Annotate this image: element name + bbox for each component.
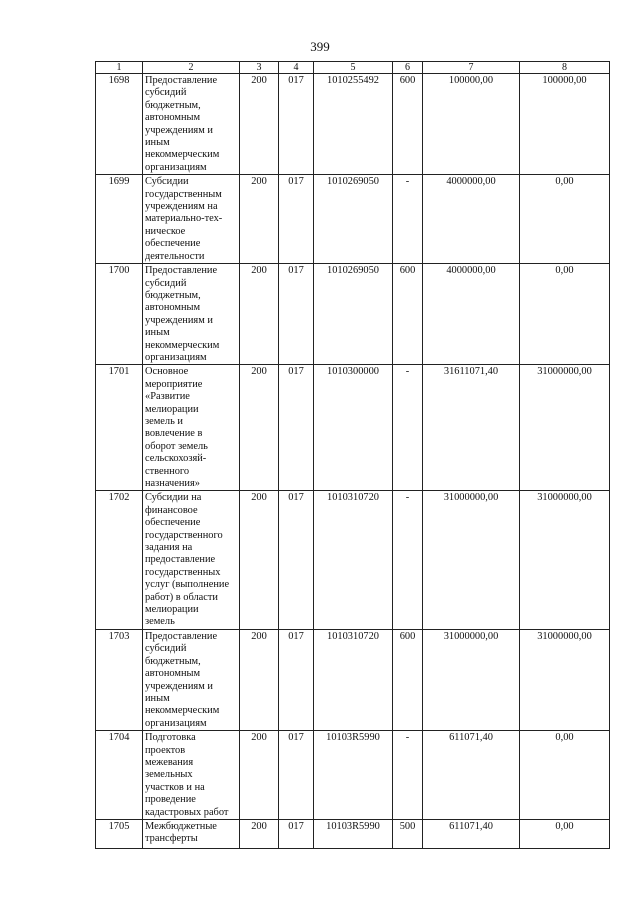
row-name-cell xyxy=(143,629,240,730)
row-name-line: бюджетным, xyxy=(145,99,201,111)
row-name-line: государственных xyxy=(145,566,221,578)
row-name-line: Предоставление xyxy=(145,75,218,86)
table-row xyxy=(96,819,610,848)
row-name-line: кадастровых работ xyxy=(145,806,229,818)
row-name-line: Подготовка xyxy=(145,732,196,744)
row-name-line: земельных xyxy=(145,769,193,781)
row-name-line: мелиорации xyxy=(145,403,199,415)
row-number-cell: 1699 xyxy=(96,175,143,264)
table-row xyxy=(96,731,610,820)
row-name-line: иным xyxy=(145,692,170,704)
row-name-line: субсидий xyxy=(145,277,187,289)
column-header: 1 xyxy=(96,62,143,74)
expense-type-cell: - xyxy=(393,365,423,491)
amount-cell: 4000000,00 xyxy=(423,264,520,365)
row-name-line: организациям xyxy=(145,351,207,363)
target-article-cell: 1010269050 xyxy=(314,175,393,264)
row-name-line: назначения» xyxy=(145,478,200,489)
row-name-line: ническое xyxy=(145,225,186,237)
row-name-line: ственного xyxy=(145,465,190,477)
row-name-line: организациям xyxy=(145,161,207,173)
expense-type-cell: - xyxy=(393,731,423,820)
row-name-cell xyxy=(143,74,240,175)
amount-cell: 31000000,00 xyxy=(520,629,610,730)
row-name-line: учреждениям и xyxy=(145,124,213,136)
amount-cell: 31000000,00 xyxy=(520,491,610,629)
row-name-line: субсидий xyxy=(145,87,187,99)
row-name-line: трансферты xyxy=(145,833,198,845)
row-name-line: иным xyxy=(145,137,170,149)
target-article-cell: 1010269050 xyxy=(314,264,393,365)
row-name-line: проведение xyxy=(145,794,196,806)
row-name-line: учреждениям на xyxy=(145,201,218,213)
amount-cell: 31000000,00 xyxy=(520,365,610,491)
row-name-line: межевания xyxy=(145,756,194,768)
row-name-line: обеспечение xyxy=(145,238,201,250)
amount-cell: 0,00 xyxy=(520,264,610,365)
section-code-cell: 200 xyxy=(240,819,279,848)
expense-type-cell: 600 xyxy=(393,264,423,365)
row-name-line: некоммерческим xyxy=(145,149,220,161)
expense-type-cell: 600 xyxy=(393,629,423,730)
target-article-cell: 1010310720 xyxy=(314,629,393,730)
row-name-line: иным xyxy=(145,327,170,339)
row-name-cell xyxy=(143,819,240,848)
section-code-cell: 200 xyxy=(240,74,279,175)
column-header: 4 xyxy=(279,62,314,74)
amount-cell: 31000000,00 xyxy=(423,629,520,730)
subsection-code-cell: 017 xyxy=(279,365,314,491)
row-name-line: бюджетным, xyxy=(145,289,201,301)
amount-cell: 4000000,00 xyxy=(423,175,520,264)
subsection-code-cell: 017 xyxy=(279,264,314,365)
amount-cell: 31611071,40 xyxy=(423,365,520,491)
row-number-cell: 1700 xyxy=(96,264,143,365)
section-code-cell: 200 xyxy=(240,491,279,629)
amount-cell: 0,00 xyxy=(520,731,610,820)
row-number-cell: 1698 xyxy=(96,74,143,175)
row-name-line: бюджетным, xyxy=(145,655,201,667)
row-name-cell xyxy=(143,365,240,491)
row-name-line: субсидий xyxy=(145,643,187,655)
table-row xyxy=(96,629,610,730)
row-name-line: Субсидии xyxy=(145,176,189,188)
row-name-line: финансовое xyxy=(145,504,198,516)
row-name-line: автономным xyxy=(145,112,201,124)
amount-cell: 0,00 xyxy=(520,819,610,848)
subsection-code-cell: 017 xyxy=(279,819,314,848)
target-article-cell: 1010310720 xyxy=(314,491,393,629)
row-name-cell xyxy=(143,731,240,820)
amount-cell: 31000000,00 xyxy=(423,491,520,629)
row-name-line: Основное xyxy=(145,366,189,378)
row-name-line: сельскохозяй- xyxy=(145,453,207,465)
section-code-cell: 200 xyxy=(240,629,279,730)
table-body xyxy=(96,74,610,849)
row-name-line: автономным xyxy=(145,302,201,314)
row-name-line: Межбюджетные xyxy=(145,820,217,832)
row-name-line: Предоставление xyxy=(145,265,218,277)
row-number-cell: 1705 xyxy=(96,819,143,848)
row-name-line: проектов xyxy=(145,744,186,756)
column-header: 8 xyxy=(520,62,610,74)
row-name-line: материально-тех- xyxy=(145,213,223,225)
row-name-cell xyxy=(143,264,240,365)
row-name-line: обеспечение xyxy=(145,517,201,529)
row-name-line: организациям xyxy=(145,717,207,729)
table-row xyxy=(96,264,610,365)
amount-cell: 0,00 xyxy=(520,175,610,264)
column-header: 3 xyxy=(240,62,279,74)
row-name-line: государственного xyxy=(145,529,223,541)
row-name-line: участков и на xyxy=(145,781,205,793)
row-name-cell xyxy=(143,491,240,629)
column-header: 5 xyxy=(314,62,393,74)
subsection-code-cell: 017 xyxy=(279,731,314,820)
section-code-cell: 200 xyxy=(240,731,279,820)
expense-type-cell: 500 xyxy=(393,819,423,848)
row-name-line: мелиорации xyxy=(145,604,199,616)
subsection-code-cell: 017 xyxy=(279,629,314,730)
row-name-line: некоммерческим xyxy=(145,705,220,717)
row-number-cell: 1701 xyxy=(96,365,143,491)
row-name-cell xyxy=(143,175,240,264)
expense-type-cell: 600 xyxy=(393,74,423,175)
row-number-cell: 1702 xyxy=(96,491,143,629)
budget-table xyxy=(95,61,610,849)
column-header: 6 xyxy=(393,62,423,74)
section-code-cell: 200 xyxy=(240,175,279,264)
row-number-cell: 1703 xyxy=(96,629,143,730)
row-name-line: задания на xyxy=(145,542,193,554)
row-name-line: учреждениям и xyxy=(145,680,213,692)
row-name-line: учреждениям и xyxy=(145,314,213,326)
amount-cell: 100000,00 xyxy=(520,74,610,175)
amount-cell: 611071,40 xyxy=(423,731,520,820)
row-name-line: государственным xyxy=(145,188,222,200)
subsection-code-cell: 017 xyxy=(279,491,314,629)
row-name-line: земель xyxy=(145,616,175,628)
target-article-cell: 10103R5990 xyxy=(314,819,393,848)
row-name-line: предоставление xyxy=(145,554,216,566)
row-name-line: работ) в области xyxy=(145,591,218,603)
subsection-code-cell: 017 xyxy=(279,74,314,175)
target-article-cell: 10103R5990 xyxy=(314,731,393,820)
row-name-line: «Развитие xyxy=(145,391,190,403)
row-name-line: услуг (выполнение xyxy=(145,579,230,591)
row-name-line: некоммерческим xyxy=(145,339,220,351)
table-row xyxy=(96,74,610,175)
column-header-row xyxy=(96,62,610,74)
amount-cell: 611071,40 xyxy=(423,819,520,848)
row-name-line: оборот земель xyxy=(145,440,208,452)
table-row xyxy=(96,175,610,264)
row-name-line: вовлечение в xyxy=(145,428,203,440)
target-article-cell: 1010300000 xyxy=(314,365,393,491)
subsection-code-cell: 017 xyxy=(279,175,314,264)
amount-cell: 100000,00 xyxy=(423,74,520,175)
column-header: 2 xyxy=(143,62,240,74)
row-number-cell: 1704 xyxy=(96,731,143,820)
page-number: 399 xyxy=(310,39,330,54)
row-name-line: земель и xyxy=(145,415,183,427)
row-name-line: мероприятие xyxy=(145,378,203,390)
section-code-cell: 200 xyxy=(240,264,279,365)
table-row xyxy=(96,365,610,491)
expense-type-cell: - xyxy=(393,491,423,629)
row-name-line: Субсидии на xyxy=(145,492,202,504)
row-name-line: Предоставление xyxy=(145,630,218,642)
table-row xyxy=(96,491,610,629)
expense-type-cell: - xyxy=(393,175,423,264)
target-article-cell: 1010255492 xyxy=(314,74,393,175)
column-header: 7 xyxy=(423,62,520,74)
row-name-line: автономным xyxy=(145,668,201,680)
section-code-cell: 200 xyxy=(240,365,279,491)
row-name-line: деятельности xyxy=(145,250,205,262)
